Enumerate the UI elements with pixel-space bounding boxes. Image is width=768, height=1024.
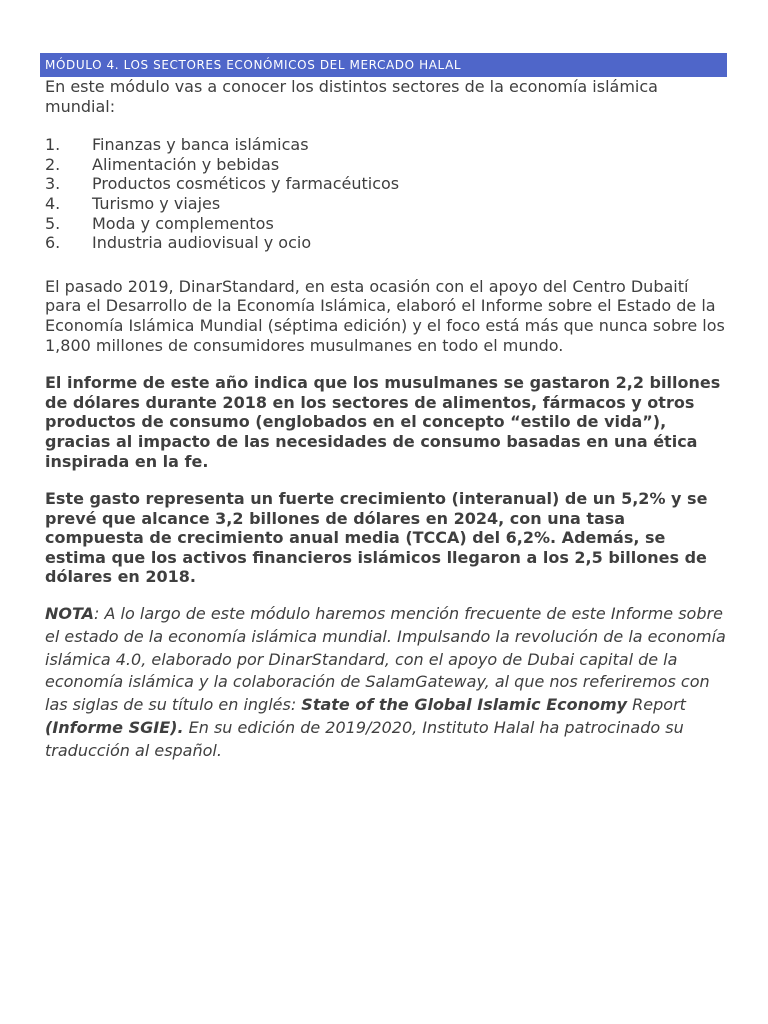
note-text-3: En su edición de 2019/2020, Instituto Halal ha patrocinado su traducción al español. bbox=[45, 718, 684, 760]
list-item-number: 5. bbox=[45, 213, 61, 233]
report-context-paragraph: El pasado 2019, DinarStandard, en esta ocasión con el apoyo del Centro Dubaití para el Desarrollo de la Economía Islámica, elaboró el Informe sobre el Estado de la Economía Islámica Mundial (séptima edición) y el foco está más que nunca sobre los 1,800 millones de consumidores musulmanes en todo el mundo. bbox=[45, 276, 725, 355]
report-title-en: State of the Global Islamic Economy bbox=[301, 695, 628, 715]
note-text-2: Report bbox=[627, 695, 686, 715]
note-paragraph bbox=[45, 603, 727, 763]
growth-paragraph: Este gasto representa un fuerte crecimiento (interanual) de un 5,2% y se prevé que alcance 3,2 billones de dólares en 2024, con una tasa compuesta de crecimiento anual media (TCCA) del 6,2%. Además, se estima que los activos financieros islámicos llegaron a los 2,5 billones de dólares en 2018. bbox=[45, 489, 708, 587]
list-item-label: Alimentación y bebidas bbox=[92, 154, 280, 174]
module-title-bar bbox=[40, 53, 727, 77]
list-item bbox=[45, 194, 727, 214]
sector-list bbox=[45, 135, 727, 253]
list-item-label: Turismo y viajes bbox=[92, 193, 221, 213]
list-item-label: Finanzas y banca islámicas bbox=[92, 135, 309, 155]
list-item bbox=[45, 174, 727, 194]
list-item-label: Moda y complementos bbox=[92, 213, 274, 233]
report-acronym: (Informe SGIE). bbox=[45, 718, 184, 738]
intro-paragraph: En este módulo vas a conocer los distintos sectores de la economía islámica mundial: bbox=[45, 77, 658, 116]
list-item-label: Industria audiovisual y ocio bbox=[92, 233, 312, 253]
note-label: NOTA bbox=[45, 604, 95, 624]
list-item-number: 4. bbox=[45, 193, 61, 213]
list-item-number: 2. bbox=[45, 154, 61, 174]
list-item-label: Productos cosméticos y farmacéuticos bbox=[92, 174, 400, 194]
list-item bbox=[45, 233, 727, 253]
list-item bbox=[45, 155, 727, 175]
list-item-number: 6. bbox=[45, 233, 61, 253]
note-text-1: : A lo largo de este módulo haremos mención frecuente de este Informe sobre el estado de la economía islámica mundial. Impulsando la revolución de la economía islámica 4.0, elaborado por DinarStandard, con el apoyo de Dubai capital de la economía islámica y la colaboración de SalamGateway, al que nos referiremos con las siglas de su título en inglés: bbox=[45, 604, 726, 715]
list-item-number: 1. bbox=[45, 135, 61, 155]
document-page bbox=[40, 53, 727, 763]
module-title: MÓDULO 4. LOS SECTORES ECONÓMICOS DEL MERCADO HALAL bbox=[45, 58, 462, 72]
list-item bbox=[45, 214, 727, 234]
spending-paragraph: El informe de este año indica que los musulmanes se gastaron 2,2 billones de dólares durante 2018 en los sectores de alimentos, fármacos y otros productos de consumo (englobados en el concepto “estilo de vida”), gracias al impacto de las necesidades de consumo basadas en una ética inspirada en la fe. bbox=[45, 373, 721, 471]
document-body bbox=[40, 77, 727, 763]
list-item-number: 3. bbox=[45, 174, 61, 194]
list-item bbox=[45, 135, 727, 155]
